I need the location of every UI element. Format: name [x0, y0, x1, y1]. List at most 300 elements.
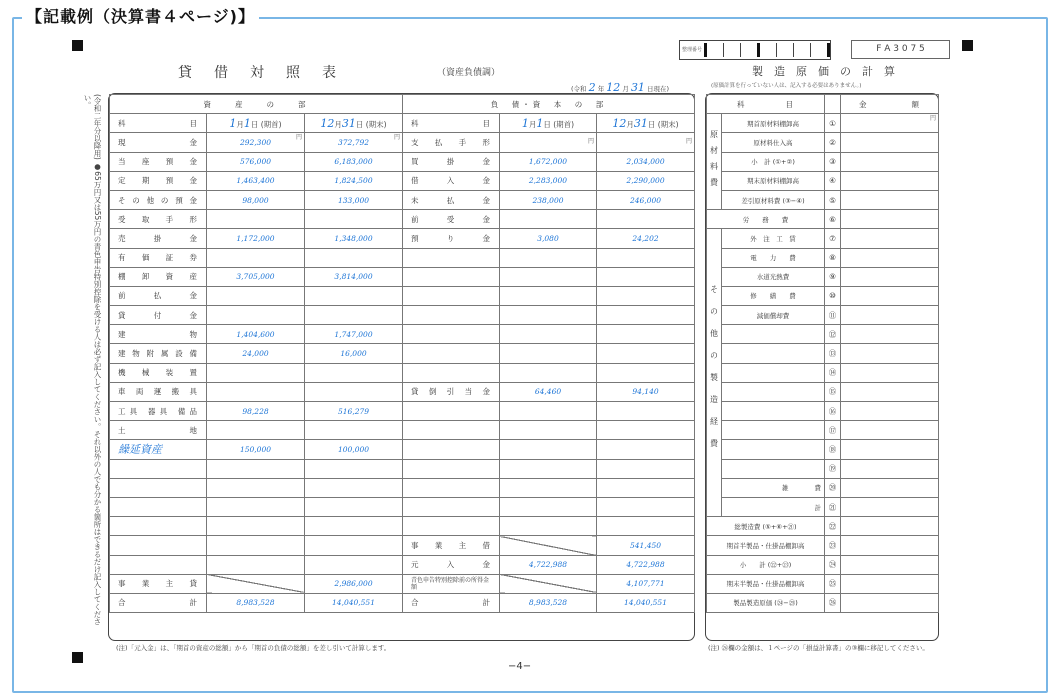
mfg-row-label	[722, 421, 825, 440]
liabilities-row-start-value	[500, 267, 597, 286]
table-row	[110, 593, 403, 612]
mfg-row-amount	[841, 267, 939, 286]
assets-first-value: 292,300	[239, 137, 271, 147]
mfg-row-number: ㉒	[825, 517, 841, 536]
date-suffix: 日現在)	[647, 85, 670, 93]
table-row	[403, 421, 695, 440]
mfg-row-number: ⑱	[825, 440, 841, 459]
liabilities-row-end-value	[597, 440, 695, 459]
liabilities-row-label: 買 掛 金	[403, 152, 500, 171]
form-code: F A 3 0 7 5	[851, 40, 950, 59]
mfg-row-amount	[841, 574, 939, 593]
table-row	[110, 210, 403, 229]
table-row	[403, 363, 695, 382]
liab-start-day: 1	[536, 116, 544, 130]
mfg-row-amount	[841, 517, 939, 536]
table-row	[403, 248, 695, 267]
assets-row-start-value	[207, 478, 305, 497]
liabilities-row-label	[403, 306, 500, 325]
assets-yen-mark: 円	[394, 133, 401, 141]
table-row	[403, 325, 695, 344]
mfg-row	[707, 593, 939, 612]
liabilities-row-end-value	[597, 517, 695, 536]
assets-row-label: 合 計	[110, 593, 207, 612]
date-month: 12	[606, 81, 621, 94]
liabilities-row-start-value	[500, 248, 597, 267]
assets-row-label	[110, 536, 207, 555]
assets-row-label	[110, 497, 207, 516]
assets-row-start-value: 1,463,400	[207, 171, 305, 190]
table-row	[110, 440, 403, 459]
liabilities-row-label	[403, 497, 500, 516]
mfg-row-label: 外 注 工 賃	[722, 229, 825, 248]
assets-row-label	[110, 478, 207, 497]
assets-row-label: 有価証券	[110, 248, 207, 267]
liabilities-row-end-value	[597, 325, 695, 344]
liabilities-row-start-value	[500, 536, 597, 555]
mfg-row-number: ⑧	[825, 248, 841, 267]
assets-row-label	[110, 555, 207, 574]
mfg-row	[707, 440, 939, 459]
liabilities-row-end-value: 4,107,771	[597, 574, 695, 593]
mfg-row-amount	[841, 248, 939, 267]
table-row	[403, 190, 695, 209]
balance-sheet-subtitle: （資産負債調）	[437, 68, 501, 78]
table-row	[110, 133, 403, 152]
assets-row-start-value	[207, 574, 305, 593]
table-row	[403, 497, 695, 516]
liabilities-row-label	[403, 478, 500, 497]
assets-row-label: 車両運搬具	[110, 382, 207, 401]
assets-row-end-value: 1,824,500	[305, 171, 403, 190]
table-row	[403, 478, 695, 497]
liabilities-row-start-value: 3,080	[500, 229, 597, 248]
mfg-group-materials: 原材料費	[707, 114, 722, 210]
mfg-row-number: ⑨	[825, 267, 841, 286]
liabilities-row-label: 前 受 金	[403, 210, 500, 229]
liabilities-row-label: 元 入 金	[403, 555, 500, 574]
assets-row-label: 現 金	[110, 133, 207, 152]
liabilities-row-label	[403, 363, 500, 382]
table-row	[403, 402, 695, 421]
assets-row-start-value: 98,000	[207, 190, 305, 209]
assets-row-end-value: 1,348,000	[305, 229, 403, 248]
assets-row-end-value: 516,279	[305, 402, 403, 421]
assets-row-start-value: 1,404,600	[207, 325, 305, 344]
table-row	[110, 363, 403, 382]
assets-row-label: 土 地	[110, 421, 207, 440]
liabilities-header: 負 債・資 本 の 部	[403, 95, 695, 114]
assets-first-value: 372,792	[338, 137, 370, 147]
mfg-row-label	[722, 459, 825, 478]
mfg-row-label: 小 計 (㉒+㉓)	[707, 555, 825, 574]
assets-row-end-value: 6,183,000	[305, 152, 403, 171]
assets-row-end-value	[305, 459, 403, 478]
corner-mark-top-left	[72, 40, 83, 51]
assets-row-end-value: 16,000	[305, 344, 403, 363]
mfg-row-amount	[841, 114, 939, 133]
assets-row-end-value: 1,747,000	[305, 325, 403, 344]
liabilities-row-end-value	[597, 210, 695, 229]
liabilities-row-end-value	[597, 306, 695, 325]
mfg-row	[707, 497, 939, 516]
mfg-row	[707, 152, 939, 171]
liabilities-row-end-value	[597, 267, 695, 286]
liabilities-row-start-value	[500, 210, 597, 229]
liabilities-row-start-value: 8,983,528	[500, 593, 597, 612]
assets-row-start-value: 98,228	[207, 402, 305, 421]
liabilities-row-label: 支払手形	[403, 133, 500, 152]
liabilities-row-end-value	[597, 497, 695, 516]
liab-start-suffix: 日 (期首)	[543, 119, 575, 129]
table-row	[403, 267, 695, 286]
assets-row-end-value: 3,814,000	[305, 267, 403, 286]
assets-start-month: 1	[229, 116, 237, 130]
liabilities-row-end-value: 4,722,988	[597, 555, 695, 574]
mfg-row	[707, 229, 939, 248]
assets-row-end-value	[305, 248, 403, 267]
seiri-label: 整理番号	[682, 47, 703, 53]
mfg-row-number: ㉑	[825, 497, 841, 516]
mfg-row-label	[722, 344, 825, 363]
assets-row-label: 繰延資産	[110, 440, 207, 459]
assets-row-end-value	[305, 210, 403, 229]
table-row	[110, 497, 403, 516]
liabilities-table	[402, 94, 695, 613]
liabilities-row-start-value	[500, 459, 597, 478]
table-row	[403, 306, 695, 325]
mfg-row-number: ⑩	[825, 286, 841, 305]
assets-row-end-value: 100,000	[305, 440, 403, 459]
side-note: (令和二年分以降用) ●65万円又は55万円の青色申告特別控除を受ける人は必ず記入してください。それ以外の人でも分かる箇所はできるだけ記入してください。	[83, 94, 102, 626]
mfg-row-amount	[841, 325, 939, 344]
liabilities-row-label: 預 り 金	[403, 229, 500, 248]
mfg-row-amount	[841, 363, 939, 382]
mfg-row-amount	[841, 306, 939, 325]
assets-yen-mark: 円	[295, 133, 302, 141]
assets-row-start-value	[207, 306, 305, 325]
assets-row-start-value: 3,705,000	[207, 267, 305, 286]
assets-row-label: 棚卸資産	[110, 267, 207, 286]
liab-end-suffix: 日 (期末)	[647, 119, 679, 129]
table-row	[403, 286, 695, 305]
liabilities-row-start-value: 1,672,000	[500, 152, 597, 171]
mfg-row-amount	[841, 440, 939, 459]
table-row	[110, 171, 403, 190]
mfg-row	[707, 421, 939, 440]
liabilities-row-end-value: 246,000	[597, 190, 695, 209]
mfg-row	[707, 402, 939, 421]
mfg-row	[707, 478, 939, 497]
mfg-yen-mark: 円	[929, 115, 936, 123]
mfg-amount-label: 金 額	[841, 95, 939, 114]
mfg-row	[707, 248, 939, 267]
mfg-row	[707, 382, 939, 401]
assets-row-end-value	[305, 382, 403, 401]
assets-row-label: 前 払 金	[110, 286, 207, 305]
mfg-row-number: ⑭	[825, 363, 841, 382]
mfg-row-label	[722, 402, 825, 421]
table-row	[110, 286, 403, 305]
mfg-row	[707, 344, 939, 363]
assets-row-end-value	[305, 497, 403, 516]
assets-subject-label: 科 目	[110, 114, 207, 133]
mfg-row	[707, 536, 939, 555]
table-row	[403, 152, 695, 171]
mfg-row-number: ㉔	[825, 555, 841, 574]
mfg-row	[707, 133, 939, 152]
mfg-row-label: 期末半製品・仕掛品棚卸高	[707, 574, 825, 593]
liabilities-row-label	[403, 248, 500, 267]
mfg-row-label: 総製造費 (⑤+⑥+㉑)	[707, 517, 825, 536]
assets-row-start-value	[207, 210, 305, 229]
mfg-row-label	[722, 325, 825, 344]
assets-table	[109, 94, 403, 613]
mfg-row-amount	[841, 133, 939, 152]
liabilities-yen-mark: 円	[587, 138, 594, 146]
mfg-row-number: ①	[825, 114, 841, 133]
corner-mark-bottom-left	[72, 652, 83, 663]
mfg-row	[707, 267, 939, 286]
liabilities-start-header	[500, 114, 597, 133]
assets-header: 資 産 の 部	[110, 95, 403, 114]
corner-mark-top-right	[962, 40, 973, 51]
assets-row-start-value	[207, 517, 305, 536]
assets-row-label: 事業主貸	[110, 574, 207, 593]
seiri-number-box	[679, 40, 831, 60]
mfg-row-label	[722, 382, 825, 401]
mfg-note: (原価計算を行っていない人は、記入する必要はありません。)	[711, 83, 862, 89]
date-nen: 年	[597, 85, 605, 93]
assets-row-end-value	[305, 133, 403, 152]
mfg-row-number: ⑬	[825, 344, 841, 363]
mfg-row-label	[722, 440, 825, 459]
mfg-row	[707, 574, 939, 593]
liabilities-row-end-value	[597, 248, 695, 267]
liabilities-row-label	[403, 517, 500, 536]
assets-row-label: 建 物	[110, 325, 207, 344]
liabilities-row-end-value	[597, 363, 695, 382]
table-row	[110, 421, 403, 440]
liabilities-row-start-value	[500, 325, 597, 344]
table-row	[110, 402, 403, 421]
liabilities-yen-mark: 円	[686, 138, 693, 146]
assets-row-label: 受取手形	[110, 210, 207, 229]
liab-start-gatsu: 月	[528, 119, 537, 129]
liabilities-row-end-value	[597, 421, 695, 440]
liabilities-row-label: 借 入 金	[403, 171, 500, 190]
liabilities-row-end-value	[597, 459, 695, 478]
mfg-row	[707, 325, 939, 344]
table-row	[403, 382, 695, 401]
assets-end-day: 31	[341, 116, 356, 130]
assets-row-label: 当座預金	[110, 152, 207, 171]
assets-row-end-value	[305, 555, 403, 574]
assets-row-start-value: 24,000	[207, 344, 305, 363]
mfg-row-number: ⑫	[825, 325, 841, 344]
mfg-cost-table	[706, 94, 939, 613]
liabilities-row-end-value: 541,450	[597, 536, 695, 555]
assets-row-start-value: 1,172,000	[207, 229, 305, 248]
liab-end-month: 12	[612, 116, 627, 130]
mfg-row-label: 製品製造原価 (㉔−㉕)	[707, 593, 825, 612]
mfg-subject-label: 科 目	[707, 95, 825, 114]
mfg-row-amount	[841, 459, 939, 478]
mfg-row-amount	[841, 421, 939, 440]
assets-row-label: その他の預金	[110, 190, 207, 209]
liabilities-row-start-value	[500, 497, 597, 516]
assets-row-end-value: 14,040,551	[305, 593, 403, 612]
mfg-row-number: ③	[825, 152, 841, 171]
assets-end-header	[305, 114, 403, 133]
mfg-row-number: ㉓	[825, 536, 841, 555]
liabilities-row-label: 青色申告特別控除前の所得金額	[403, 574, 500, 593]
liabilities-row-end-value: 24,202	[597, 229, 695, 248]
mfg-row-number: ㉖	[825, 593, 841, 612]
assets-row-label: 売 掛 金	[110, 229, 207, 248]
assets-row-end-value	[305, 421, 403, 440]
assets-row-start-value	[207, 555, 305, 574]
date-day: 31	[630, 81, 645, 94]
assets-start-header	[207, 114, 305, 133]
mfg-row-number: ⑳	[825, 478, 841, 497]
assets-row-end-value	[305, 536, 403, 555]
liabilities-row-label: 事業主借	[403, 536, 500, 555]
liabilities-row-end-value	[597, 478, 695, 497]
liabilities-row-start-value: 4,722,988	[500, 555, 597, 574]
table-row	[403, 536, 695, 555]
liabilities-row-start-value: 2,283,000	[500, 171, 597, 190]
mfg-row-label: 小 計 (①+②)	[722, 152, 825, 171]
table-row	[403, 593, 695, 612]
liabilities-row-label	[403, 267, 500, 286]
mfg-row	[707, 555, 939, 574]
liab-start-month: 1	[521, 116, 529, 130]
assets-row-start-value: 576,000	[207, 152, 305, 171]
mfg-row-amount	[841, 210, 939, 229]
mfg-row	[707, 363, 939, 382]
liabilities-row-end-value: 94,140	[597, 382, 695, 401]
assets-row-label: 定期預金	[110, 171, 207, 190]
assets-row-end-value	[305, 478, 403, 497]
assets-row-label: 機械装置	[110, 363, 207, 382]
assets-row-start-value	[207, 421, 305, 440]
assets-row-start-value	[207, 459, 305, 478]
mfg-row-label: 減価償却費	[722, 306, 825, 325]
mfg-row-label: 電 力 費	[722, 248, 825, 267]
page-number: −4−	[508, 661, 532, 672]
assets-row-start-value	[207, 133, 305, 152]
liabilities-row-start-value	[500, 574, 597, 593]
assets-row-end-value	[305, 306, 403, 325]
assets-row-start-value	[207, 248, 305, 267]
mfg-row-label: 修 繕 費	[722, 286, 825, 305]
mfg-row-amount	[841, 478, 939, 497]
liabilities-row-end-value: 14,040,551	[597, 593, 695, 612]
date-prefix: (令和	[571, 85, 587, 93]
liabilities-row-label	[403, 344, 500, 363]
table-row	[110, 248, 403, 267]
liabilities-row-end-value	[597, 402, 695, 421]
table-row	[110, 574, 403, 593]
mfg-row-amount	[841, 402, 939, 421]
liabilities-row-start-value: 64,460	[500, 382, 597, 401]
liabilities-row-start-value: 238,000	[500, 190, 597, 209]
mfg-row-number: ⑪	[825, 306, 841, 325]
liab-end-gatsu: 月	[626, 119, 634, 129]
mfg-row	[707, 459, 939, 478]
mfg-row	[707, 114, 939, 133]
mfg-row-amount	[841, 497, 939, 516]
mfg-row	[707, 517, 939, 536]
assets-row-start-value	[207, 382, 305, 401]
liabilities-row-end-value	[597, 344, 695, 363]
assets-row-end-value	[305, 517, 403, 536]
assets-row-start-value	[207, 536, 305, 555]
liabilities-row-start-value	[500, 402, 597, 421]
liabilities-row-start-value	[500, 363, 597, 382]
assets-start-gatsu: 月	[236, 119, 244, 129]
assets-row-label	[110, 459, 207, 478]
mfg-row-number: ㉕	[825, 574, 841, 593]
mfg-row-number: ④	[825, 171, 841, 190]
table-row	[403, 574, 695, 593]
assets-start-day: 1	[243, 116, 251, 130]
table-row	[110, 344, 403, 363]
mfg-row-number: ⑦	[825, 229, 841, 248]
mfg-row-number: ⑥	[825, 210, 841, 229]
liab-end-day: 31	[633, 116, 648, 130]
assets-row-start-value: 8,983,528	[207, 593, 305, 612]
table-row	[403, 133, 695, 152]
mfg-row	[707, 190, 939, 209]
liabilities-row-label: 未 払 金	[403, 190, 500, 209]
assets-end-month: 12	[320, 116, 335, 130]
liabilities-row-start-value	[500, 517, 597, 536]
mfg-row-amount	[841, 171, 939, 190]
liabilities-row-label	[403, 440, 500, 459]
table-row	[110, 229, 403, 248]
table-row	[403, 210, 695, 229]
table-row	[110, 459, 403, 478]
mfg-row-label: 期首原材料棚卸高	[722, 114, 825, 133]
table-row	[110, 382, 403, 401]
assets-row-start-value: 150,000	[207, 440, 305, 459]
mfg-row-number: ⑮	[825, 382, 841, 401]
assets-end-gatsu: 月	[334, 119, 342, 129]
assets-row-start-value	[207, 497, 305, 516]
assets-row-end-value	[305, 363, 403, 382]
mfg-row-amount	[841, 229, 939, 248]
table-row	[110, 536, 403, 555]
mfg-row-number: ⑰	[825, 421, 841, 440]
mfg-row-amount	[841, 344, 939, 363]
table-row	[403, 555, 695, 574]
assets-start-suffix: 日 (期首)	[250, 119, 282, 129]
liabilities-end-header	[597, 114, 695, 133]
liabilities-row-start-value	[500, 133, 597, 152]
liabilities-row-label: 貸倒引当金	[403, 382, 500, 401]
table-row	[110, 478, 403, 497]
liabilities-row-label	[403, 402, 500, 421]
assets-row-end-value: 2,986,000	[305, 574, 403, 593]
table-row	[110, 152, 403, 171]
mfg-row-label: 水道光熱費	[722, 267, 825, 286]
liabilities-row-start-value	[500, 421, 597, 440]
liabilities-row-end-value	[597, 133, 695, 152]
liabilities-row-label	[403, 459, 500, 478]
table-row	[110, 306, 403, 325]
